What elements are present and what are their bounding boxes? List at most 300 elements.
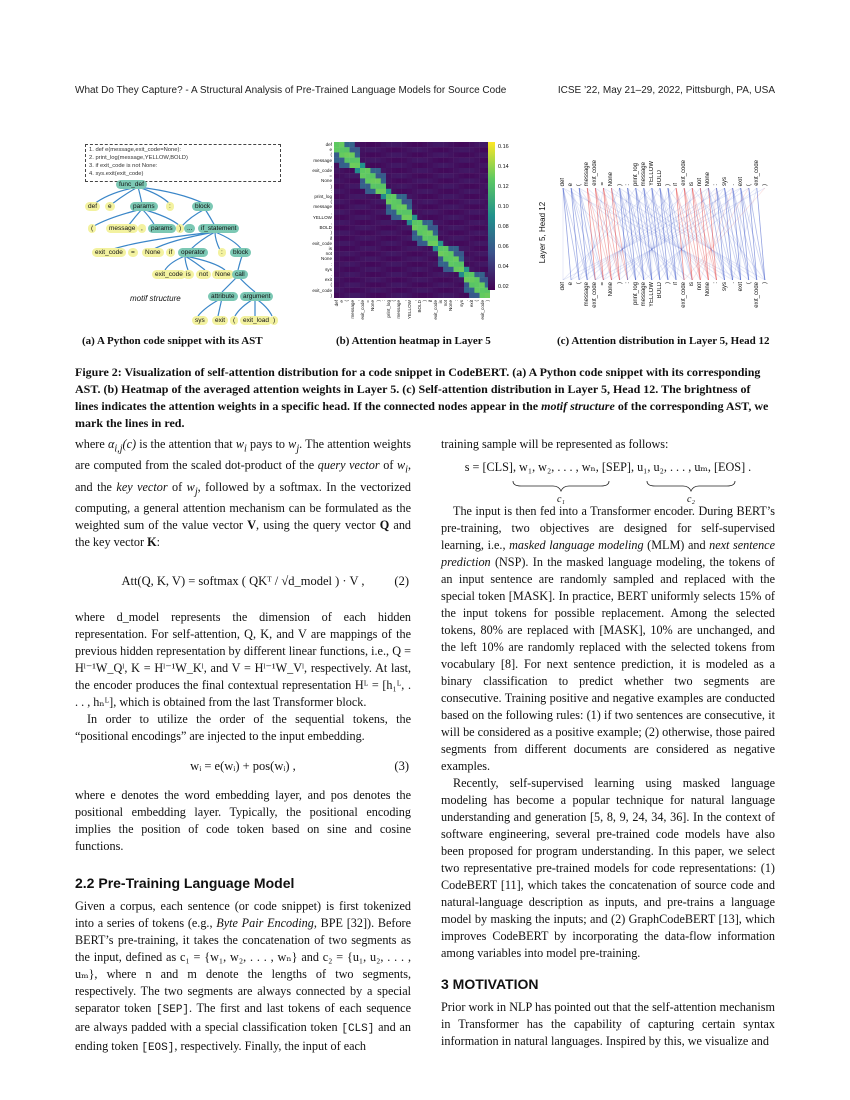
heatmap-cell [339, 230, 344, 235]
head-token: def [560, 282, 566, 291]
heatmap-cell [464, 215, 469, 220]
heatmap-cell [370, 189, 375, 194]
heatmap-cell [402, 246, 407, 251]
heatmap-cell [376, 282, 381, 287]
heatmap-cell [386, 262, 391, 267]
heatmap-cell [459, 256, 464, 261]
section-heading: 2.2 Pre-Training Language Model [75, 875, 295, 892]
heatmap-cell [469, 288, 474, 293]
heatmap-cell [422, 163, 427, 168]
heatmap-cell [386, 251, 391, 256]
heatmap-row-label: : [330, 188, 332, 194]
heatmap-cell [386, 225, 391, 230]
heatmap-cell [350, 246, 355, 251]
heatmap-cell [370, 256, 375, 261]
heatmap-cell [350, 220, 355, 225]
heatmap-cell [417, 189, 422, 194]
heatmap-cell [474, 262, 479, 267]
heatmap-cell [412, 272, 417, 277]
heatmap-cell [344, 158, 349, 163]
heatmap-cell [469, 246, 474, 251]
heatmap-cell [396, 152, 401, 157]
heatmap-cell [334, 251, 339, 256]
heatmap-cell [355, 189, 360, 194]
heatmap-cell [344, 220, 349, 225]
heatmap-row-label: e [329, 147, 332, 153]
heatmap-cell [433, 277, 438, 282]
head-token: if [673, 282, 680, 285]
heatmap-cell [386, 282, 391, 287]
heatmap-cell [376, 230, 381, 235]
ast-node: block [192, 202, 213, 211]
heatmap-cell [365, 256, 370, 261]
heatmap-cell [396, 210, 401, 215]
heatmap-cell [438, 272, 443, 277]
heatmap-cell [438, 189, 443, 194]
heatmap-cell [454, 241, 459, 246]
heatmap-cell [376, 173, 381, 178]
heatmap-cell [407, 204, 412, 209]
heatmap-cell [407, 173, 412, 178]
caption-c: (c) Attention distribution in Layer 5, Head 12 [557, 335, 770, 347]
heatmap-cell [407, 189, 412, 194]
heatmap-cell [422, 230, 427, 235]
heatmap-cell [443, 272, 448, 277]
heatmap-cell [438, 173, 443, 178]
heatmap-cell [438, 293, 443, 298]
heatmap-cell [480, 158, 485, 163]
heatmap-cell [417, 225, 422, 230]
heatmap-cell [412, 210, 417, 215]
heatmap-cell [433, 236, 438, 241]
heatmap-cell [480, 189, 485, 194]
heatmap-cell [339, 147, 344, 152]
code-line: 3. if exit_code is not None: [89, 163, 158, 169]
heatmap-col-label: message [396, 300, 402, 319]
heatmap-cell [350, 152, 355, 157]
caption-b: (b) Attention heatmap in Layer 5 [336, 335, 491, 347]
ast-node: if [166, 248, 175, 257]
heatmap-cell [407, 142, 412, 147]
heatmap-cell [448, 142, 453, 147]
heatmap-cell [448, 277, 453, 282]
heatmap-cell [422, 210, 427, 215]
ast-node: exit_code [92, 248, 126, 257]
heatmap-cell [350, 178, 355, 183]
heatmap-cell [350, 288, 355, 293]
heatmap-cell [459, 267, 464, 272]
code-line: 4. sys.exit(exit_code) [89, 171, 144, 177]
heatmap-cell [433, 246, 438, 251]
heatmap-cell [469, 272, 474, 277]
heatmap-cell [391, 189, 396, 194]
heatmap-cell [417, 158, 422, 163]
heatmap-cell [412, 147, 417, 152]
heatmap-cell [370, 152, 375, 157]
heatmap-row-label: print_log [314, 194, 332, 200]
heatmap-cell [365, 241, 370, 246]
figure-c-attention-head [540, 138, 775, 328]
heatmap-cell [412, 236, 417, 241]
heatmap-cell [350, 277, 355, 282]
heatmap-cell [370, 142, 375, 147]
heatmap-cell [438, 147, 443, 152]
heatmap-cell [412, 241, 417, 246]
heatmap-cell [469, 189, 474, 194]
heatmap-cell [381, 215, 386, 220]
figure-caption [75, 364, 775, 432]
colorbar-tick: 0.12 [498, 184, 509, 190]
heatmap-cell [386, 236, 391, 241]
heatmap-cell [464, 241, 469, 246]
heatmap-cell [438, 210, 443, 215]
heatmap-cell [464, 272, 469, 277]
brace-label-c2: c₂ [687, 494, 695, 505]
heatmap-cell [334, 241, 339, 246]
heatmap-cell [334, 246, 339, 251]
head-token: ( [576, 184, 583, 186]
heatmap-cell [448, 282, 453, 287]
heatmap-cell [391, 210, 396, 215]
heatmap-row-label: exit_code [312, 287, 332, 293]
heatmap-cell [365, 262, 370, 267]
heatmap-cell [344, 189, 349, 194]
heatmap-cell [448, 184, 453, 189]
heatmap-cell [376, 168, 381, 173]
heatmap-cell [402, 288, 407, 293]
heatmap-cell [438, 277, 443, 282]
heatmap-cell [454, 163, 459, 168]
heatmap-cell [334, 220, 339, 225]
heatmap-cell [428, 184, 433, 189]
heatmap-cell [433, 272, 438, 277]
head-token: sys [721, 282, 728, 291]
heatmap-cell [428, 293, 433, 298]
heatmap-cell [443, 256, 448, 261]
heatmap-cell [391, 215, 396, 220]
heatmap-cell [350, 251, 355, 256]
heatmap-col-label: ( [474, 300, 480, 302]
heatmap-cell [391, 241, 396, 246]
heatmap-cell [350, 204, 355, 209]
heatmap-cell [480, 184, 485, 189]
heatmap-cell [360, 267, 365, 272]
heatmap-col-label: . [464, 300, 469, 302]
heatmap-cell [407, 246, 412, 251]
heatmap-cell [355, 288, 360, 293]
heatmap-cell [417, 267, 422, 272]
heatmap-cell [381, 152, 386, 157]
heatmap-cell [469, 262, 474, 267]
heatmap-cell [480, 194, 485, 199]
heatmap-cell [412, 293, 417, 298]
heatmap-cell [365, 236, 370, 241]
heatmap-cell [459, 215, 464, 220]
heatmap-cell [422, 152, 427, 157]
heatmap-cell [365, 293, 370, 298]
heatmap-cell [448, 220, 453, 225]
heatmap-x-labels [334, 300, 490, 328]
heatmap-cell [443, 142, 448, 147]
heatmap-cell [464, 147, 469, 152]
heatmap-cell [474, 168, 479, 173]
heatmap-row-label: BOLD [319, 225, 332, 231]
head-token: = [600, 182, 607, 186]
heatmap-cell [454, 168, 459, 173]
heatmap-cell [474, 173, 479, 178]
heatmap-cell [469, 178, 474, 183]
heatmap-cell [412, 215, 417, 220]
heatmap-cell [443, 262, 448, 267]
heatmap-cell [417, 152, 422, 157]
heatmap-row-label: is [328, 246, 332, 252]
heatmap-cell [433, 184, 438, 189]
heatmap-cell [344, 293, 349, 298]
heatmap-cell [376, 189, 381, 194]
heatmap-row-label: = [329, 173, 332, 179]
heatmap-cell [448, 158, 453, 163]
heatmap-col-label: None [448, 300, 454, 311]
equation-text: wᵢ = e(wᵢ) + pos(wᵢ) , [190, 759, 296, 774]
heatmap-cell [417, 173, 422, 178]
heatmap-cell [412, 230, 417, 235]
head-token: exit_code [681, 160, 688, 186]
heatmap-cell [396, 256, 401, 261]
head-token: None [608, 282, 615, 297]
heatmap-col-label: exit_code [479, 300, 485, 320]
heatmap-cell [360, 152, 365, 157]
heatmap-cell [480, 282, 485, 287]
heatmap-cell [407, 282, 412, 287]
heatmap-cell [412, 173, 417, 178]
heatmap-cell [448, 204, 453, 209]
heatmap-cell [443, 282, 448, 287]
heatmap-cell [381, 178, 386, 183]
heatmap-cell [428, 178, 433, 183]
heatmap-cell [381, 189, 386, 194]
heatmap-row-label: None [321, 178, 332, 184]
heatmap-cell [480, 262, 485, 267]
heatmap-cell [448, 267, 453, 272]
heatmap-cell [448, 272, 453, 277]
heatmap-cell [407, 199, 412, 204]
heatmap-cell [391, 262, 396, 267]
heatmap-cell [417, 199, 422, 204]
heatmap-cell [365, 168, 370, 173]
heatmap-cell [459, 158, 464, 163]
heatmap-cell [350, 225, 355, 230]
running-header-venue: ICSE ’22, May 21–29, 2022, Pittsburgh, PA, USA [557, 85, 775, 96]
equation-2 [75, 561, 411, 601]
attention-line [579, 188, 595, 280]
heatmap-cell [370, 246, 375, 251]
heatmap-cell [474, 152, 479, 157]
heatmap-cell [454, 184, 459, 189]
heatmap-cell [402, 194, 407, 199]
heatmap-cell [433, 262, 438, 267]
heatmap-cell [386, 194, 391, 199]
heatmap-cell [412, 262, 417, 267]
colorbar-tick: 0.06 [498, 244, 509, 250]
heatmap-cell [396, 147, 401, 152]
heatmap-cell [344, 236, 349, 241]
heatmap-cell [443, 184, 448, 189]
heatmap-cell [412, 199, 417, 204]
heatmap-cell [402, 241, 407, 246]
heatmap-col-label: : [380, 300, 386, 302]
heatmap-cell [365, 152, 370, 157]
heatmap-cell [360, 147, 365, 152]
heatmap-cell [376, 142, 381, 147]
ast-node: not [196, 270, 211, 279]
heatmap-cell [370, 184, 375, 189]
heatmap-cell [433, 199, 438, 204]
heatmap-cell [474, 272, 479, 277]
heatmap-cell [381, 184, 386, 189]
heatmap-cell [381, 288, 386, 293]
heatmap-cell [469, 215, 474, 220]
heatmap-cell [464, 288, 469, 293]
heatmap-cell [469, 194, 474, 199]
heatmap-cell [412, 194, 417, 199]
heatmap-cell [428, 282, 433, 287]
heatmap-cell [428, 204, 433, 209]
heatmap-cell [448, 147, 453, 152]
heatmap-cell [365, 158, 370, 163]
heatmap-cell [459, 204, 464, 209]
heatmap-cell [428, 215, 433, 220]
heatmap-cell [464, 225, 469, 230]
heatmap-cell [334, 163, 339, 168]
heatmap-cell [334, 152, 339, 157]
heatmap-cell [433, 163, 438, 168]
heatmap-cell [334, 288, 339, 293]
heatmap-cell [422, 293, 427, 298]
heatmap-cell [350, 293, 355, 298]
heatmap-cell [422, 236, 427, 241]
heatmap-cell [480, 230, 485, 235]
heatmap-cell [448, 256, 453, 261]
heatmap-cell [454, 178, 459, 183]
heatmap-cell [407, 236, 412, 241]
heatmap-cell [480, 267, 485, 272]
heatmap-cell [459, 168, 464, 173]
heatmap-cell [339, 272, 344, 277]
heatmap-cell [370, 168, 375, 173]
heatmap-cell [412, 204, 417, 209]
colorbar-tick: 0.04 [498, 264, 509, 270]
heatmap-cell [469, 142, 474, 147]
heatmap-row-label: def [325, 142, 332, 147]
heatmap-cell [464, 246, 469, 251]
heatmap-cell [443, 199, 448, 204]
heatmap-cell [407, 241, 412, 246]
heatmap-cell [381, 246, 386, 251]
heatmap-cell [350, 215, 355, 220]
heatmap-col-label: not [443, 300, 449, 307]
heatmap-cell [396, 277, 401, 282]
heatmap-cell [391, 147, 396, 152]
heatmap-cell [438, 168, 443, 173]
heatmap-cell [370, 220, 375, 225]
head-token: def [560, 177, 566, 186]
heatmap-cell [438, 220, 443, 225]
heatmap-cell [360, 173, 365, 178]
heatmap-cell [334, 184, 339, 189]
heatmap-cell [459, 282, 464, 287]
heatmap-cell [454, 267, 459, 272]
heatmap-cell [422, 199, 427, 204]
heatmap-cell [464, 199, 469, 204]
heatmap-cell [454, 282, 459, 287]
heatmap-cell [443, 210, 448, 215]
heatmap-cell [396, 142, 401, 147]
heatmap-cell [344, 282, 349, 287]
heatmap-cell [360, 241, 365, 246]
heatmap-cell [480, 173, 485, 178]
heatmap-cell [344, 168, 349, 173]
heatmap-cell [443, 152, 448, 157]
heatmap-cell [454, 210, 459, 215]
heatmap-cell [381, 262, 386, 267]
heatmap-cell [360, 251, 365, 256]
heatmap-cell [365, 246, 370, 251]
heatmap-cell [370, 173, 375, 178]
heatmap-cell [365, 147, 370, 152]
ast-node: func_def [116, 180, 147, 189]
heatmap-cell [391, 163, 396, 168]
heatmap-cell [334, 225, 339, 230]
heatmap-cell [464, 184, 469, 189]
heatmap-cell [459, 152, 464, 157]
ast-node: exit [212, 316, 228, 325]
heatmap-cell [402, 293, 407, 298]
heatmap-cell [417, 210, 422, 215]
heatmap-cell [412, 220, 417, 225]
heatmap-cell [391, 173, 396, 178]
head-top-tokens [560, 138, 775, 186]
heatmap-cell [350, 256, 355, 261]
heatmap-cell [443, 215, 448, 220]
heatmap-cell [412, 158, 417, 163]
heatmap-cell [417, 262, 422, 267]
head-token: exit [737, 176, 744, 186]
heatmap-col-label: is [438, 300, 443, 304]
paragraph: Recently, self-supervised learning using masked language modeling has become a popular technique for natural language understanding and generation [5, 8, 9, 24, 34, 36]. In the context of software engineering, several pre-trained code models have also been proposed for program understanding. In this paper, we select two representative pre-trained models for code representations: (1) CodeBERT [11], which takes the concatenation of source code and natural-language description as inputs, and pre-trains a language model by masking the inputs; and (2) GraphCodeBERT [13], which improves CodeBERT by incorporating the data-flow information among variables into model pre-training. [441, 776, 775, 960]
head-token: exit_code [753, 160, 760, 186]
heatmap-cell [422, 142, 427, 147]
heatmap-cell [339, 241, 344, 246]
heatmap-cell [407, 147, 412, 152]
heatmap-cell [376, 204, 381, 209]
code-line: 1. def e(message,exit_code=None): [89, 147, 182, 153]
heatmap-cell [412, 142, 417, 147]
head-token: if [673, 183, 680, 186]
heatmap-row-label: message [313, 204, 332, 210]
heatmap-cell [469, 184, 474, 189]
heatmap-cell [422, 220, 427, 225]
heatmap-cell [454, 142, 459, 147]
heatmap-cell [386, 241, 391, 246]
heatmap-cell [344, 194, 349, 199]
heatmap-cell [474, 251, 479, 256]
ast-node: def [85, 202, 100, 211]
heatmap-cell [376, 293, 381, 298]
heatmap-cell [402, 215, 407, 220]
head-token: sys [721, 177, 728, 186]
heatmap-cell [376, 158, 381, 163]
heatmap-cell [334, 189, 339, 194]
